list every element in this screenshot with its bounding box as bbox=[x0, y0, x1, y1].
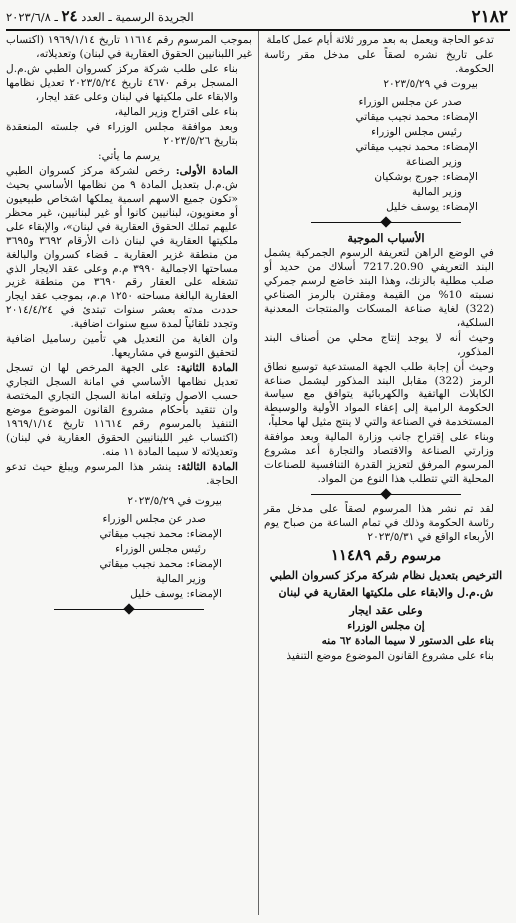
article-2 bbox=[6, 362, 252, 460]
paragraph: وان الغاية من التعديل هي تأمين رساميل اضافية لتحقيق التوسع في مشاريعها. bbox=[6, 333, 238, 360]
reasons-title: الأسباب الموجبة bbox=[347, 230, 425, 245]
paragraph: وحيث أنه لا يوجد إنتاج محلي من أصناف البند المذكور، bbox=[264, 331, 494, 358]
article-1 bbox=[6, 165, 252, 333]
decrees-line: يرسم ما يأتي: bbox=[98, 149, 160, 162]
paragraph: في الوضع الراهن لتعريفة الرسوم الجمركية يشمل البند التعريفي 7217.20.90 أسلاك من حديد أو صلب مطلية بالزنك، وهذا البند خاضع لرسم جمركي نسبته 10% من القيمة ومقترن بالرمز الصناعي (322) لغاية صناعة المسكات والمنتجات المعدنية السلكية، bbox=[264, 246, 494, 329]
decree-label: مرسوم رقم bbox=[375, 549, 442, 565]
legal-basis: بناء على مشروع القانون الموضوع موضع التنفيذ bbox=[286, 649, 494, 662]
issue-date: ـ ٢٠٢٣/٦/٨ bbox=[6, 10, 58, 25]
article-text: على الجهة المرخص لها ان تسجل تعديل نظامها الأساسي في امانة السجل التجاري حسب الاصول وتبلغه امانة السجل التجاري المختصة وان تتقيد بأحكام مشروع القانون الموضوع موضع التنفيذ بالمرسوم رقم ١١٦١٤ تاريخ ١٩٦٩/١/١٤ (اكتساب غير اللبنانيين الحقوق العقارية في لبنان) وتعديلاته لا سيما المادة ١١ منه. bbox=[6, 362, 238, 459]
signature: الإمضاء: محمد نجيب ميقاتي bbox=[99, 527, 222, 540]
article-text: رخص لشركة مركز كسروان الطبي ش.م.ل بتعديل المادة ٩ من نظامها الأساسي بحيث «تكون جميع الاسهم اسمية يملكها اشخاص طبيعيون أو معنويون، لبنانيين كانوا أو غير لبنانيين، غير محظر عليهم تملك الحقوق العقارية في لبنان»، والإبقاء على ملكيتها العقارية في لبنان ذات الأرقام ٣٦٩٢ و٣٦٩٥ من منطقة غزير العقارية ـ قضاء كسروان والبالغة مساحتها الاجمالية ٣٩٩٠ م.م وعلى عقد الايجار الذي تشغله على العقار رقم ٣٦٩٠ من منطقة غزير العقارية البالغة مساحته ١٢٥٠ م.م، بموجب عقد ايجار حددت مدته بعشر سنوات تبتدئ في ٢٠١٤/٤/٢٤ وتجدد تلقائياً لمدة سبع سنوات اضافية. bbox=[6, 164, 239, 331]
article-label: المادة الثالثة: bbox=[177, 461, 238, 474]
section-divider bbox=[54, 605, 204, 615]
issued-by: صدر عن مجلس الوزراء bbox=[358, 95, 462, 108]
article-label: المادة الأولى: bbox=[175, 164, 238, 177]
article-text: ينشر هذا المرسوم ويبلغ حيث تدعو الحاجة. bbox=[6, 461, 238, 488]
page-header bbox=[6, 6, 508, 28]
column-divider bbox=[258, 31, 259, 915]
signature: الإمضاء: محمد نجيب ميقاتي bbox=[355, 140, 478, 153]
place-date: بيروت في ٢٠٢٣/٥/٢٩ bbox=[383, 77, 478, 90]
role-title: وزير المالية bbox=[411, 185, 462, 198]
legal-basis: بناء على الدستور لا سيما المادة ٦٢ منه bbox=[321, 635, 494, 648]
publication-note: لقد تم نشر هذا المرسوم لصقاً على مدخل مقر رئاسة الحكومة وذلك في تمام الساعة من صباح يوم الأربعاء الواقع في ٢٠٢٣/٥/٣١ bbox=[264, 503, 494, 544]
role-title: رئيس مجلس الوزراء bbox=[115, 542, 206, 555]
article-label: المادة الثانية: bbox=[176, 362, 239, 375]
paragraph: وبناء على إقتراح جانب وزارة المالية وبعد موافقة وزارتي الصناعة والاقتصاد والتجارة أعد مشروع المرسوم المرفق لتعزيز القدرة التنافسية للصناعات المحلية التي تتطلب هذا النوع من المواد. bbox=[264, 431, 494, 486]
signature: الإمضاء: جورج بوشكيان bbox=[374, 170, 478, 183]
signature: الإمضاء: محمد نجيب ميقاتي bbox=[99, 557, 222, 570]
cabinet-line: إن مجلس الوزراء bbox=[347, 620, 425, 633]
issued-by: صدر عن مجلس الوزراء bbox=[102, 512, 206, 525]
role-title: وزير المالية bbox=[155, 572, 206, 585]
role-title: رئيس مجلس الوزراء bbox=[371, 125, 462, 138]
article-3 bbox=[6, 461, 252, 489]
intro-line: تدعو الحاجة ويعمل به بعد مرور ثلاثة أيام عمل كاملة bbox=[266, 34, 494, 46]
gazette-info bbox=[6, 7, 194, 27]
signature: الإمضاء: محمد نجيب ميقاتي bbox=[355, 110, 478, 123]
gazette-title: الجريدة الرسمية ـ العدد bbox=[81, 10, 194, 25]
decree-title bbox=[264, 546, 508, 566]
section-divider bbox=[311, 490, 461, 500]
right-column bbox=[264, 34, 508, 665]
left-column bbox=[6, 34, 252, 618]
signature: الإمضاء: يوسف خليل bbox=[386, 200, 478, 213]
paragraph: بناء على طلب شركة مركز كسروان الطبي ش.م.ل المسجل برقم ٤٦٧٠ تاريخ ٢٠٢٣/٥/٢٤ تعديل نظامها والابقاء على ملكيتها في لبنان وعلى عقد ايجار، bbox=[6, 62, 238, 103]
decree-number: ١١٤٨٩ bbox=[330, 546, 372, 565]
decree-heading: الترخيص بتعديل نظام شركة مركز كسروان الطبي ش.م.ل والابقاء على ملكيتها العقارية في لبنان وعلى عقد ايجار bbox=[269, 567, 503, 617]
signature: الإمضاء: يوسف خليل bbox=[130, 587, 222, 600]
paragraph: بناء على اقتراح وزير المالية، bbox=[114, 105, 238, 118]
paragraph: وحيث أن إجابة طلب الجهة المستدعية توسيع نطاق الرمز (322) مقابل البند المذكور ليشمل صناعة الكابلات الهاتفية والكهربائية يتوافق مع سياسة الحكومة الرامية إلى إعفاء المواد الأولية والوسيطة المستخدمة في الصناعة والتي لا ينتج مثيل لها محلياً، bbox=[264, 360, 494, 429]
issue-number: ٢٤ bbox=[61, 7, 78, 26]
paragraph: وبعد موافقة مجلس الوزراء في جلسته المنعقدة بتاريخ ٢٠٢٣/٥/٢٦ bbox=[6, 120, 238, 147]
intro-line: على تاريخ نشره لصقاً على مدخل مقر رئاسة الحكومة. bbox=[264, 48, 494, 75]
place-date: بيروت في ٢٠٢٣/٥/٢٩ bbox=[127, 495, 222, 507]
page-number: ٢١٨٢ bbox=[471, 6, 508, 27]
paragraph: بموجب المرسوم رقم ١١٦١٤ تاريخ ١٩٦٩/١/١٤ (اكتساب غير اللبنانيين الحقوق العقارية في لبنان) وتعديلاته، bbox=[6, 34, 252, 60]
section-divider bbox=[311, 218, 461, 228]
role-title: وزير الصناعة bbox=[405, 155, 462, 168]
